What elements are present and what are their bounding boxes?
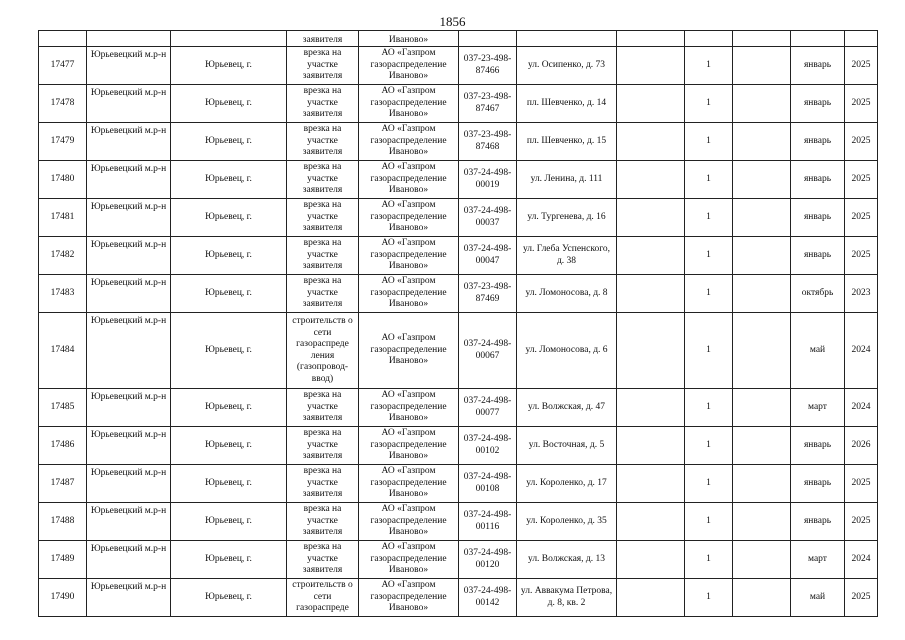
cell-org: АО «Газпром газораспределение Иваново» <box>359 465 459 503</box>
cell-num: 17487 <box>39 465 87 503</box>
cell-qty: 1 <box>685 161 733 199</box>
cell-blank-1 <box>617 47 685 85</box>
cell-district: Юрьевецкий м.р-н <box>87 579 171 617</box>
cell-district: Юрьевецкий м.р-н <box>87 275 171 313</box>
cell-blank-1 <box>617 237 685 275</box>
cell-locality: Юрьевец, г. <box>171 465 287 503</box>
cell-blank-2 <box>733 123 791 161</box>
cell-qty: 1 <box>685 503 733 541</box>
cell-org: АО «Газпром газораспределение Иваново» <box>359 123 459 161</box>
cell-cad: 037-24-498-00077 <box>459 389 517 427</box>
cell-address: ул. Восточная, д. 5 <box>517 427 617 465</box>
cell-qty: 1 <box>685 275 733 313</box>
cell-blank-2 <box>733 275 791 313</box>
cell-month: январь <box>791 465 845 503</box>
cell-blank-1 <box>617 313 685 389</box>
cell-blank-1 <box>617 85 685 123</box>
cell-month: январь <box>791 199 845 237</box>
cell-num: 17477 <box>39 47 87 85</box>
table-row <box>39 503 878 541</box>
cell-year: 2025 <box>845 199 878 237</box>
cell-work: врезка на участке заявителя <box>287 503 359 541</box>
cell-locality: Юрьевец, г. <box>171 313 287 389</box>
cell-num: 17488 <box>39 503 87 541</box>
cell-cad: 037-24-498-00019 <box>459 161 517 199</box>
cell-month: октябрь <box>791 275 845 313</box>
cell-qty: 1 <box>685 313 733 389</box>
cell-num: 17486 <box>39 427 87 465</box>
cell-blank-2 <box>733 85 791 123</box>
cell-cad <box>459 31 517 47</box>
cell-blank-1 <box>617 579 685 617</box>
cell-org: АО «Газпром газораспределение Иваново» <box>359 313 459 389</box>
cell-address: пл. Шевченко, д. 15 <box>517 123 617 161</box>
cell-cad: 037-24-498-00108 <box>459 465 517 503</box>
table-row <box>39 85 878 123</box>
cell-org: АО «Газпром газораспределение Иваново» <box>359 237 459 275</box>
cell-year <box>845 31 878 47</box>
cell-org: АО «Газпром газораспределение Иваново» <box>359 161 459 199</box>
cell-address: ул. Волжская, д. 47 <box>517 389 617 427</box>
cell-year: 2025 <box>845 465 878 503</box>
cell-year: 2025 <box>845 85 878 123</box>
cell-blank-1 <box>617 31 685 47</box>
cell-org: Иваново» <box>359 31 459 47</box>
cell-qty: 1 <box>685 237 733 275</box>
cell-num: 17479 <box>39 123 87 161</box>
cell-blank-2 <box>733 313 791 389</box>
cell-qty: 1 <box>685 427 733 465</box>
cell-work: врезка на участке заявителя <box>287 237 359 275</box>
cell-address: ул. Волжская, д. 13 <box>517 541 617 579</box>
cell-org: АО «Газпром газораспределение Иваново» <box>359 389 459 427</box>
cell-district: Юрьевецкий м.р-н <box>87 427 171 465</box>
cell-blank-2 <box>733 31 791 47</box>
cell-org: АО «Газпром газораспределение Иваново» <box>359 85 459 123</box>
cell-locality: Юрьевец, г. <box>171 47 287 85</box>
cell-num <box>39 31 87 47</box>
cell-address: ул. Короленко, д. 17 <box>517 465 617 503</box>
cell-address: ул. Ломоносова, д. 8 <box>517 275 617 313</box>
cell-org: АО «Газпром газораспределение Иваново» <box>359 47 459 85</box>
cell-district: Юрьевецкий м.р-н <box>87 389 171 427</box>
cell-cad: 037-23-498-87469 <box>459 275 517 313</box>
table-row <box>39 275 878 313</box>
cell-district: Юрьевецкий м.р-н <box>87 123 171 161</box>
cell-qty: 1 <box>685 541 733 579</box>
cell-blank-1 <box>617 541 685 579</box>
cell-month: май <box>791 579 845 617</box>
cell-work: врезка на участке заявителя <box>287 199 359 237</box>
cell-blank-2 <box>733 389 791 427</box>
cell-blank-1 <box>617 275 685 313</box>
cell-num: 17483 <box>39 275 87 313</box>
cell-address: ул. Глеба Успенского, д. 38 <box>517 237 617 275</box>
cell-qty <box>685 31 733 47</box>
cell-year: 2024 <box>845 541 878 579</box>
cell-year: 2025 <box>845 237 878 275</box>
cell-locality: Юрьевец, г. <box>171 503 287 541</box>
cell-blank-2 <box>733 427 791 465</box>
cell-num: 17490 <box>39 579 87 617</box>
cell-work: врезка на участке заявителя <box>287 427 359 465</box>
cell-year: 2025 <box>845 47 878 85</box>
table-row <box>39 541 878 579</box>
cell-blank-1 <box>617 123 685 161</box>
cell-org: АО «Газпром газораспределение Иваново» <box>359 199 459 237</box>
cell-blank-2 <box>733 503 791 541</box>
cell-address: пл. Шевченко, д. 14 <box>517 85 617 123</box>
cell-month: январь <box>791 47 845 85</box>
cell-num: 17489 <box>39 541 87 579</box>
cell-locality: Юрьевец, г. <box>171 427 287 465</box>
cell-locality: Юрьевец, г. <box>171 579 287 617</box>
cell-blank-1 <box>617 389 685 427</box>
cell-locality: Юрьевец, г. <box>171 541 287 579</box>
table-row-partial <box>39 31 878 47</box>
table-row <box>39 579 878 617</box>
cell-work: врезка на участке заявителя <box>287 389 359 427</box>
cell-cad: 037-24-498-00116 <box>459 503 517 541</box>
cell-qty: 1 <box>685 199 733 237</box>
cell-month: март <box>791 389 845 427</box>
cell-work: врезка на участке заявителя <box>287 541 359 579</box>
table-row <box>39 427 878 465</box>
cell-num: 17484 <box>39 313 87 389</box>
cell-month <box>791 31 845 47</box>
cell-blank-1 <box>617 427 685 465</box>
table-row <box>39 199 878 237</box>
cell-cad: 037-23-498-87467 <box>459 85 517 123</box>
cell-district: Юрьевецкий м.р-н <box>87 47 171 85</box>
cell-year: 2025 <box>845 503 878 541</box>
cell-month: январь <box>791 123 845 161</box>
cell-num: 17485 <box>39 389 87 427</box>
cell-blank-2 <box>733 161 791 199</box>
table-row <box>39 237 878 275</box>
cell-address: ул. Аввакума Петрова, д. 8, кв. 2 <box>517 579 617 617</box>
cell-blank-2 <box>733 579 791 617</box>
cell-blank-1 <box>617 199 685 237</box>
cell-district: Юрьевецкий м.р-н <box>87 85 171 123</box>
cell-cad: 037-24-498-00120 <box>459 541 517 579</box>
table-row <box>39 123 878 161</box>
cell-work: врезка на участке заявителя <box>287 275 359 313</box>
cell-blank-2 <box>733 541 791 579</box>
cell-month: январь <box>791 503 845 541</box>
cell-month: май <box>791 313 845 389</box>
cell-blank-2 <box>733 237 791 275</box>
cell-work: строительств о сети газораспреде ления (газопровод-ввод) <box>287 313 359 389</box>
cell-num: 17478 <box>39 85 87 123</box>
cell-district: Юрьевецкий м.р-н <box>87 161 171 199</box>
cell-address: ул. Тургенева, д. 16 <box>517 199 617 237</box>
cell-work: врезка на участке заявителя <box>287 85 359 123</box>
cell-cad: 037-24-498-00102 <box>459 427 517 465</box>
cell-address: ул. Короленко, д. 35 <box>517 503 617 541</box>
cell-cad: 037-24-498-00047 <box>459 237 517 275</box>
cell-locality: Юрьевец, г. <box>171 389 287 427</box>
cell-district: Юрьевецкий м.р-н <box>87 313 171 389</box>
cell-district: Юрьевецкий м.р-н <box>87 541 171 579</box>
cell-cad: 037-24-498-00142 <box>459 579 517 617</box>
cell-num: 17481 <box>39 199 87 237</box>
cell-qty: 1 <box>685 389 733 427</box>
cell-locality <box>171 31 287 47</box>
cell-address: ул. Ломоносова, д. 6 <box>517 313 617 389</box>
table-row <box>39 47 878 85</box>
cell-work: врезка на участке заявителя <box>287 465 359 503</box>
cell-org: АО «Газпром газораспределение Иваново» <box>359 541 459 579</box>
cell-blank-2 <box>733 199 791 237</box>
cell-qty: 1 <box>685 123 733 161</box>
cell-cad: 037-23-498-87468 <box>459 123 517 161</box>
cell-work: врезка на участке заявителя <box>287 47 359 85</box>
cell-org: АО «Газпром газораспределение Иваново» <box>359 275 459 313</box>
cell-address: ул. Осипенко, д. 73 <box>517 47 617 85</box>
cell-year: 2025 <box>845 161 878 199</box>
registry-table <box>38 30 878 617</box>
cell-blank-2 <box>733 465 791 503</box>
table-row <box>39 389 878 427</box>
cell-blank-1 <box>617 161 685 199</box>
cell-qty: 1 <box>685 85 733 123</box>
cell-locality: Юрьевец, г. <box>171 275 287 313</box>
cell-locality: Юрьевец, г. <box>171 161 287 199</box>
cell-blank-1 <box>617 503 685 541</box>
cell-year: 2025 <box>845 579 878 617</box>
cell-year: 2024 <box>845 313 878 389</box>
cell-cad: 037-24-498-00037 <box>459 199 517 237</box>
cell-locality: Юрьевец, г. <box>171 123 287 161</box>
cell-month: январь <box>791 427 845 465</box>
cell-year: 2025 <box>845 123 878 161</box>
table-row <box>39 161 878 199</box>
cell-locality: Юрьевец, г. <box>171 85 287 123</box>
cell-org: АО «Газпром газораспределение Иваново» <box>359 579 459 617</box>
cell-address: ул. Ленина, д. 111 <box>517 161 617 199</box>
cell-qty: 1 <box>685 47 733 85</box>
cell-year: 2023 <box>845 275 878 313</box>
table-row <box>39 465 878 503</box>
cell-month: январь <box>791 161 845 199</box>
cell-work: заявителя <box>287 31 359 47</box>
cell-year: 2024 <box>845 389 878 427</box>
cell-district: Юрьевецкий м.р-н <box>87 503 171 541</box>
cell-blank-1 <box>617 465 685 503</box>
cell-num: 17480 <box>39 161 87 199</box>
cell-cad: 037-23-498-87466 <box>459 47 517 85</box>
cell-num: 17482 <box>39 237 87 275</box>
cell-org: АО «Газпром газораспределение Иваново» <box>359 427 459 465</box>
page-number: 1856 <box>439 14 466 29</box>
cell-district: Юрьевецкий м.р-н <box>87 199 171 237</box>
table-row <box>39 313 878 389</box>
cell-month: январь <box>791 85 845 123</box>
cell-cad: 037-24-498-00067 <box>459 313 517 389</box>
cell-work: строительств о сети газораспреде <box>287 579 359 617</box>
cell-locality: Юрьевец, г. <box>171 199 287 237</box>
cell-month: март <box>791 541 845 579</box>
cell-district: Юрьевецкий м.р-н <box>87 237 171 275</box>
cell-qty: 1 <box>685 465 733 503</box>
cell-locality: Юрьевец, г. <box>171 237 287 275</box>
cell-blank-2 <box>733 47 791 85</box>
cell-district <box>87 31 171 47</box>
cell-work: врезка на участке заявителя <box>287 123 359 161</box>
cell-district: Юрьевецкий м.р-н <box>87 465 171 503</box>
cell-month: январь <box>791 237 845 275</box>
cell-org: АО «Газпром газораспределение Иваново» <box>359 503 459 541</box>
cell-address <box>517 31 617 47</box>
cell-year: 2026 <box>845 427 878 465</box>
cell-qty: 1 <box>685 579 733 617</box>
cell-work: врезка на участке заявителя <box>287 161 359 199</box>
